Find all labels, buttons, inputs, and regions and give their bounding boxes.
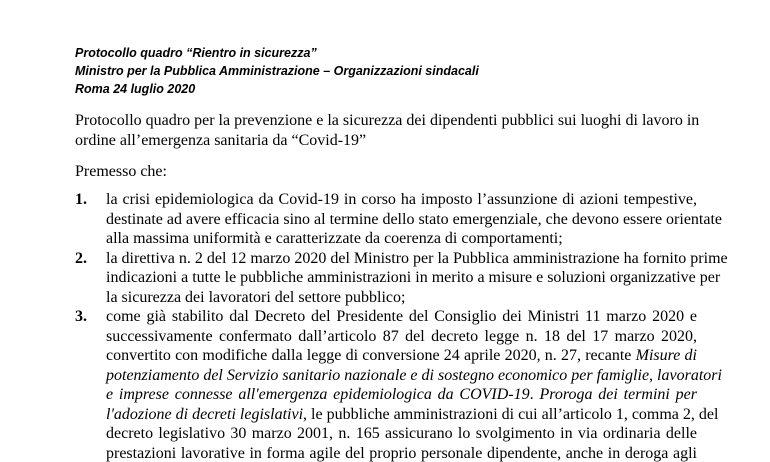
text-line: alla massima uniformità e caratterizzate da coerenza di comportamenti;	[106, 230, 563, 247]
italic-text-segment: Proroga dei termini per	[539, 386, 697, 403]
text-line: indicazioni a tutte le pubbliche amministrazioni in merito a misure e soluzioni organizzative per	[106, 269, 721, 286]
list-item-text	[106, 190, 723, 249]
document-header	[75, 44, 479, 98]
list-item-number: 3.	[75, 308, 87, 325]
text-line	[106, 346, 697, 366]
title-line: Protocollo quadro per la prevenzione e la sicurezza dei dipendenti pubblici sui luoghi di lavoro in	[75, 112, 700, 129]
text-line: come già stabilito dal Decreto del Presidente del Consiglio dei Ministri 11 marzo 2020 e	[106, 308, 697, 325]
text-line: la direttiva n. 2 del 12 marzo 2020 del Ministro per la Pubblica amministrazione ha fornito prime	[106, 249, 728, 267]
text-line: la sicurezza dei lavoratori del settore pubblico;	[106, 288, 406, 306]
italic-text-segment: Misure di	[635, 347, 697, 364]
text-line	[106, 385, 697, 405]
premesso-heading: Premesso che:	[75, 163, 167, 180]
italic-text-line: potenziamento del Servizio sanitario nazionale e di sostegno economico per famiglie, lavoratori	[106, 366, 722, 384]
premises-list	[75, 190, 728, 462]
list-item	[75, 249, 728, 308]
list-item-text	[106, 249, 728, 308]
list-item	[75, 190, 723, 249]
list-item-number: 2.	[75, 249, 87, 267]
document-title	[75, 111, 700, 150]
text-line: destinate ad avere efficacia sino al termine dello stato emergenziale, che devono essere orientate	[106, 210, 723, 228]
text-segment: .	[529, 386, 540, 403]
text-line: decreto legislativo 30 marzo 2001, n. 165 assicurano lo svolgimento in via ordinaria delle	[106, 425, 697, 442]
text-line	[106, 405, 719, 425]
text-line: la crisi epidemiologica da Covid-19 in corso ha imposto l’assunzione di azioni tempestive,	[106, 191, 697, 208]
title-line: ordine all’emergenza sanitaria da “Covid-19”	[75, 131, 367, 149]
header-date: Roma 24 luglio 2020	[75, 82, 196, 96]
text-segment: , le pubbliche amministrazioni di cui all’articolo 1, comma 2, del	[303, 405, 719, 423]
list-item	[75, 307, 722, 462]
italic-text-segment: e imprese connesse all'emergenza epidemiologica da COVID-19	[106, 386, 530, 403]
list-item-text	[106, 307, 722, 462]
text-line: prestazioni lavorative in forma agile del proprio personale dipendente, anche in deroga agli	[106, 444, 697, 462]
header-parties: Ministro per la Pubblica Amministrazione – Organizzazioni sindacali	[75, 64, 479, 78]
header-protocol-title: Protocollo quadro “Rientro in sicurezza”	[75, 46, 317, 60]
text-line: successivamente confermato dall’articolo 87 del decreto legge n. 18 del 17 marzo 2020,	[106, 327, 697, 345]
text-segment: convertito con modifiche dalla legge di conversione 24 aprile 2020, n. 27, recante	[106, 347, 636, 364]
italic-text-segment: l'adozione di decreti legislativi	[106, 405, 304, 423]
list-item-number: 1.	[75, 191, 87, 208]
